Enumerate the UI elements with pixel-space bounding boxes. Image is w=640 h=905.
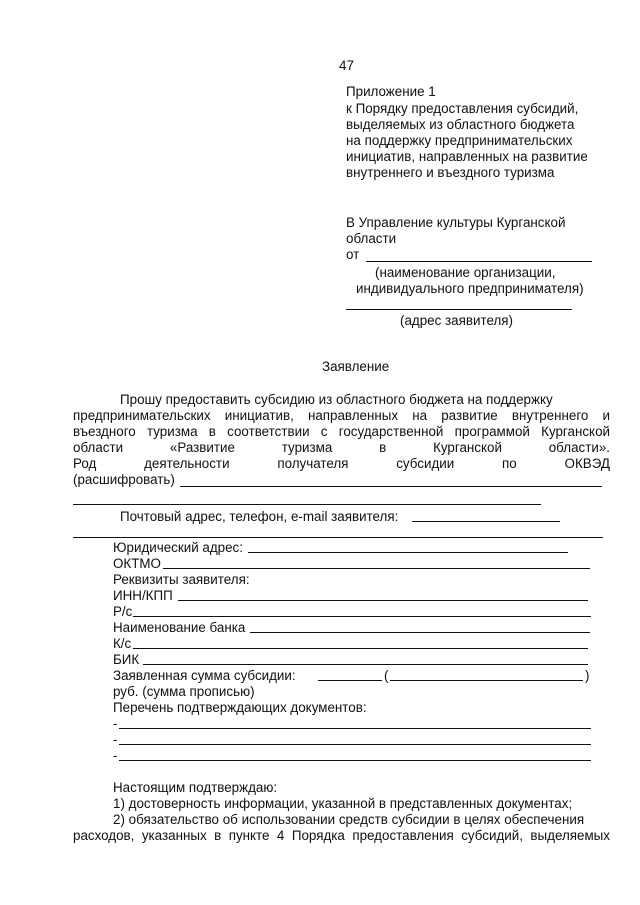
oktmo-label: ОКТМО <box>113 556 161 571</box>
paragraph-line-words <box>73 440 610 456</box>
word: области». <box>548 440 610 455</box>
document-heading: Заявление <box>322 359 390 374</box>
document-field[interactable] <box>119 728 591 729</box>
paragraph-line-words <box>73 456 610 472</box>
paragraph-line <box>120 392 610 408</box>
oktmo-field[interactable] <box>163 568 590 569</box>
dash: - <box>113 748 118 763</box>
paragraph-line: въездного туризма в соответствии с государственной программой Курганской <box>73 424 610 439</box>
legal-address-label: Юридический адрес: <box>113 540 243 555</box>
appendix-line: выделяемых из областного бюджета <box>346 117 575 132</box>
word: «Развитие <box>169 440 235 455</box>
word: деятельности <box>144 456 230 471</box>
dash: - <box>113 732 118 747</box>
appendix-line: к Порядку предоставления субсидий, <box>346 101 579 116</box>
decipher-label: (расшифровать) <box>73 472 175 487</box>
rs-label: Р/с <box>113 604 133 619</box>
word: по <box>502 456 517 471</box>
word: Курганской <box>433 440 502 455</box>
address-field-line[interactable] <box>346 309 572 310</box>
appendix-line: внутреннего и въездного туризма <box>346 165 555 180</box>
bik-label: БИК <box>113 652 140 667</box>
confirm-item: 1) достоверность информации, указанной в представленных документах; <box>113 796 573 811</box>
addressee-line: В Управление культуры Курганской <box>346 215 566 230</box>
amount-open-paren: ( <box>384 668 389 683</box>
amount-close-paren: ) <box>585 668 590 683</box>
bank-name-label: Наименование банка <box>113 620 246 635</box>
okved-field-line[interactable] <box>180 486 602 487</box>
from-field-line[interactable] <box>366 261 592 262</box>
legal-address-field[interactable] <box>248 552 568 553</box>
requisites-label: Реквизиты заявителя: <box>113 572 250 587</box>
word: ОКВЭД <box>564 456 610 471</box>
paragraph-line: предпринимательских инициатив, направленных на развитие внутреннего и <box>73 408 610 423</box>
org-caption: (наименование организации, <box>375 265 556 280</box>
postal-field-line[interactable] <box>412 521 560 522</box>
okved-field-line-2[interactable] <box>73 504 541 505</box>
appendix-line: инициатив, направленных на развитие <box>346 149 588 164</box>
addressee-line: области <box>346 231 397 246</box>
amount-words-field[interactable] <box>390 680 583 681</box>
documents-label: Перечень подтверждающих документов: <box>113 700 367 715</box>
page-number: 47 <box>339 58 354 73</box>
confirm-heading: Настоящим подтверждаю: <box>113 780 278 795</box>
word: субсидии <box>396 456 455 471</box>
document-field[interactable] <box>119 744 591 745</box>
document-field[interactable] <box>119 760 591 761</box>
word: туризма <box>281 440 333 455</box>
amount-words-label: руб. (сумма прописью) <box>113 684 255 699</box>
bank-name-field[interactable] <box>250 632 590 633</box>
word: Род <box>73 456 97 471</box>
word: в <box>379 440 387 455</box>
address-caption: (адрес заявителя) <box>400 313 513 328</box>
bik-field[interactable] <box>143 664 588 665</box>
inn-kpp-field[interactable] <box>178 600 588 601</box>
word: получателя <box>277 456 349 471</box>
word: области <box>73 440 124 455</box>
org-caption: индивидуального предпринимателя) <box>356 281 584 296</box>
confirm-item: 2) обязательство об использовании средств субсидии в целях обеспечения <box>113 812 585 827</box>
postal-label: Почтовый адрес, телефон, e-mail заявителя: <box>120 509 399 524</box>
inn-kpp-label: ИНН/КПП <box>113 588 173 603</box>
dash: - <box>113 716 118 731</box>
appendix-line: на поддержку предпринимательских <box>346 133 573 148</box>
ks-label: К/с <box>113 636 132 651</box>
amount-number-field[interactable] <box>318 680 382 681</box>
confirm-item-continued: расходов, указанных в пункте 4 Порядка предоставления субсидий, выделяемых <box>73 828 610 843</box>
text: Прошу предоставить субсидию из областного бюджета на поддержку <box>120 392 553 407</box>
appendix-title: Приложение 1 <box>346 84 436 99</box>
postal-field-line-2[interactable] <box>73 537 603 538</box>
from-label: от <box>346 247 360 262</box>
rs-field[interactable] <box>133 616 591 617</box>
amount-label: Заявленная сумма субсидии: <box>113 668 296 683</box>
ks-field[interactable] <box>133 648 588 649</box>
